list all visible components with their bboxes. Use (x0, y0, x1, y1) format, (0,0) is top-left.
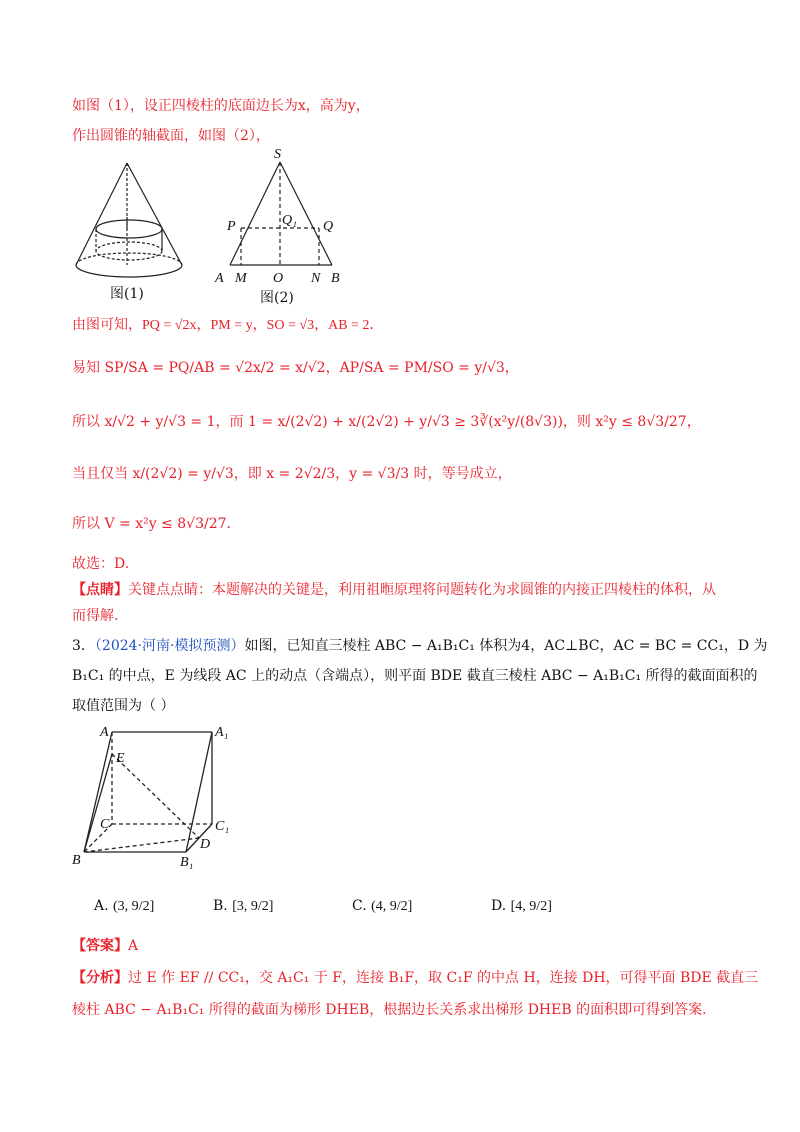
analysis-tag: 【分析】 (72, 970, 128, 986)
figure-3-prism (68, 718, 243, 870)
label-S: S (274, 147, 281, 162)
analysis-text-1: 过 E 作 EF // CC₁，交 A₁C₁ 于 F，连接 B₁F，取 C₁F 的中点 H，连接 DH，可得平面 BDE 截直三 (128, 970, 759, 986)
label-C: C (100, 817, 110, 832)
solution-line-6: 当且仅当 x/(2√2) = y/√3，即 x = 2√2/3，y = √3/3 时，等号成立， (72, 466, 512, 482)
solution-line-8: 故选：D. (72, 556, 130, 572)
label-P: P (227, 219, 236, 234)
solution-line-1: 如图（1），设正四棱柱的底面边长为x，高为y， (72, 98, 370, 114)
solution-line-5: 所以 x/√2 + y/√3 = 1，而 1 = x/(2√2) + x/(2√2) + y/√3 ≥ 3∛(x²y/(8√3))，则 x²y ≤ 8√3/27， (72, 414, 701, 430)
analysis-line-1 (72, 968, 758, 988)
answer-value: A (128, 938, 139, 954)
solution-line-4: 易知 SP/SA = PQ/AB = √2x/2 = x/√2，AP/SA = PM/SO = y/√3， (72, 360, 519, 376)
choice-c[interactable] (352, 898, 412, 915)
question-text-1: 如图，已知直三棱柱 ABC − A₁B₁C₁ 体积为4，AC⊥BC，AC = BC = CC₁，D 为 (244, 638, 768, 654)
choice-d-value: [4, 9/2] (510, 899, 552, 914)
choice-c-letter: C. (352, 898, 367, 914)
tip-text-1: 关键点点睛：本题解决的关键是，利用祖暅原理将问题转化为求圆锥的内接正四棱柱的体积，从 (128, 582, 716, 598)
label-B1: B₁ (180, 855, 194, 870)
label-Q1: Q₁ (282, 213, 297, 228)
label-A: A (215, 271, 224, 286)
tip-tag: 【点睛】 (72, 582, 128, 598)
analysis-line-2: 棱柱 ABC − A₁B₁C₁ 所得的截面为梯形 DHEB，根据边长关系求出梯形 DHEB 的面积即可得到答案. (72, 1002, 707, 1018)
answer-tag: 【答案】 (72, 938, 128, 954)
label-D: D (200, 837, 211, 852)
label-C1: C₁ (215, 819, 230, 834)
figure-1-cone (70, 155, 200, 305)
solution-line-3: 由图可知，PQ = √2x，PM = y，SO = √3，AB = 2． (72, 318, 384, 333)
choice-a-letter: A. (94, 898, 109, 914)
label-M: M (235, 271, 247, 286)
tip-line-2: 而得解. (72, 608, 119, 624)
choice-a-value: (3, 9/2] (113, 899, 155, 914)
label-A: A (100, 725, 109, 740)
question-line-1 (72, 636, 768, 656)
label-B: B (72, 853, 81, 868)
answer-line (72, 936, 138, 956)
choice-b-letter: B. (213, 898, 228, 914)
label-A1: A₁ (215, 725, 229, 740)
question-line-2: B₁C₁ 的中点，E 为线段 AC 上的动点（含端点），则平面 BDE 截直三棱柱 ABC − A₁B₁C₁ 所得的截面面积的 (72, 668, 758, 684)
label-Q: Q (323, 219, 334, 234)
choice-b-value: [3, 9/2] (232, 899, 274, 914)
question-number: 3． (72, 638, 95, 654)
solution-line-7: 所以 V = x²y ≤ 8√3/27． (72, 516, 241, 532)
question-source: （2024·河南·模拟预测） (94, 638, 245, 654)
figure-2-caption: 图(2) (260, 290, 294, 305)
choice-d-letter: D. (491, 898, 507, 914)
choice-b[interactable] (213, 898, 273, 915)
choice-c-value: (4, 9/2] (371, 899, 413, 914)
choice-a[interactable] (94, 898, 154, 915)
label-O: O (273, 271, 284, 286)
label-B: B (331, 271, 340, 286)
label-N: N (311, 271, 321, 286)
solution-line-2: 作出圆锥的轴截面，如图（2）， (72, 128, 270, 144)
question-line-3: 取值范围为（ ） (72, 698, 175, 714)
choice-d[interactable] (491, 898, 552, 915)
label-E: E (116, 751, 125, 766)
figure-2-cross-section (205, 140, 355, 305)
figure-1-caption: 图(1) (110, 286, 144, 302)
tip-line-1 (72, 580, 716, 600)
